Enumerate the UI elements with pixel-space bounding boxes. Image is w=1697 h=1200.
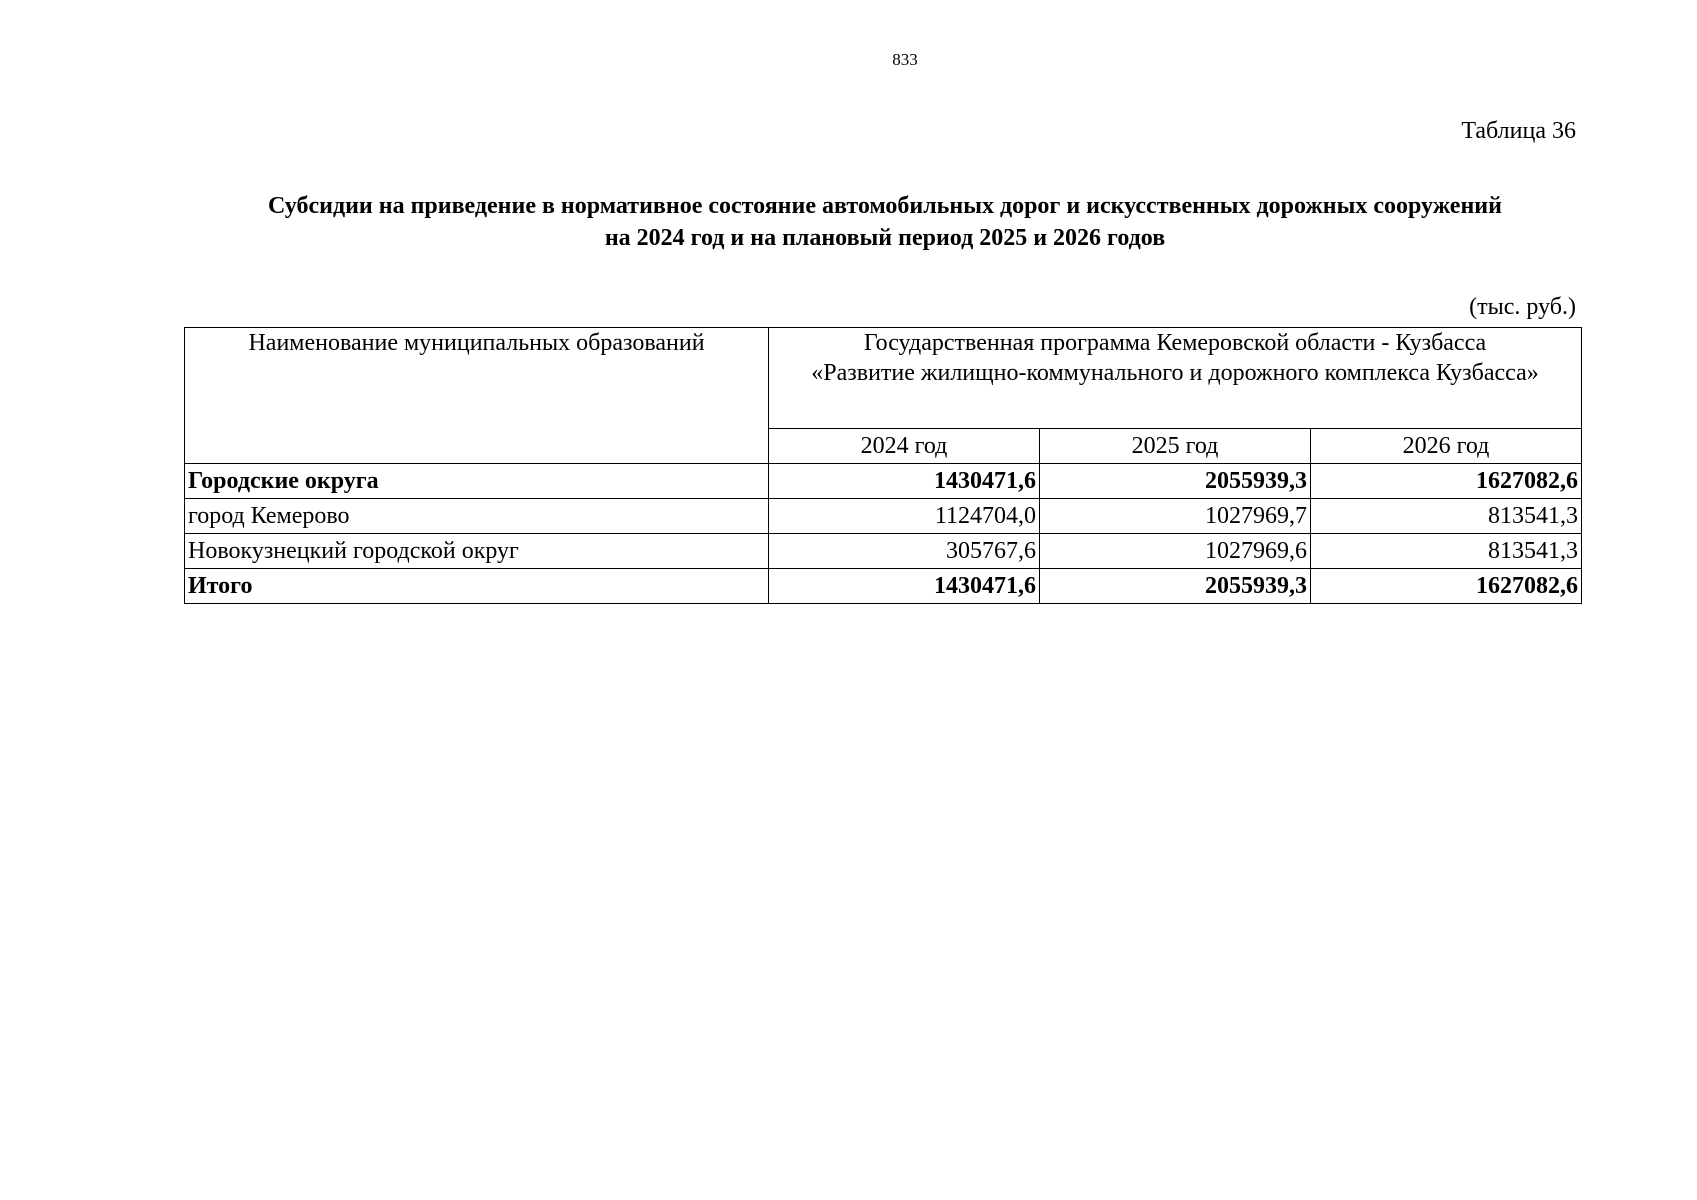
table-row [185,464,1582,499]
program-header-line-1: Государственная программа Кемеровской области - Кузбасса [863,330,1487,356]
row-name: Итого [185,569,769,604]
column-header-program [769,328,1582,429]
table-row-total [185,569,1582,604]
table-row [185,534,1582,569]
value-2024: 1430471,6 [769,464,1040,499]
units-label: (тыс. руб.) [1469,294,1576,320]
column-header-2026: 2026 год [1311,429,1582,464]
value-2024: 1124704,0 [769,499,1040,534]
row-name: Городские округа [185,464,769,499]
row-name: Новокузнецкий городской округ [185,534,769,569]
page-number: 833 [892,50,918,69]
value-2025: 2055939,3 [1040,569,1311,604]
column-header-2024: 2024 год [769,429,1040,464]
document-title [190,190,1580,254]
table-row [185,499,1582,534]
row-name: город Кемерово [185,499,769,534]
document-title-line-1: Субсидии на приведение в нормативное состояние автомобильных дорог и искусственных дорожных сооружений [268,193,1502,219]
value-2026: 1627082,6 [1311,464,1582,499]
value-2025: 2055939,3 [1040,464,1311,499]
table-header-row [185,328,1582,429]
value-2025: 1027969,7 [1040,499,1311,534]
value-2026: 813541,3 [1311,534,1582,569]
value-2025: 1027969,6 [1040,534,1311,569]
subsidies-table [184,327,1582,604]
program-header-line-2: «Развитие жилищно-коммунального и дорожного комплекса Кузбасса» [811,360,1539,386]
table-label: Таблица 36 [1461,118,1576,144]
value-2026: 813541,3 [1311,499,1582,534]
value-2024: 1430471,6 [769,569,1040,604]
column-header-2025: 2025 год [1040,429,1311,464]
value-2026: 1627082,6 [1311,569,1582,604]
value-2024: 305767,6 [769,534,1040,569]
document-title-line-2: на 2024 год и на плановый период 2025 и 2026 годов [604,225,1166,251]
column-header-name: Наименование муниципальных образований [185,328,769,464]
